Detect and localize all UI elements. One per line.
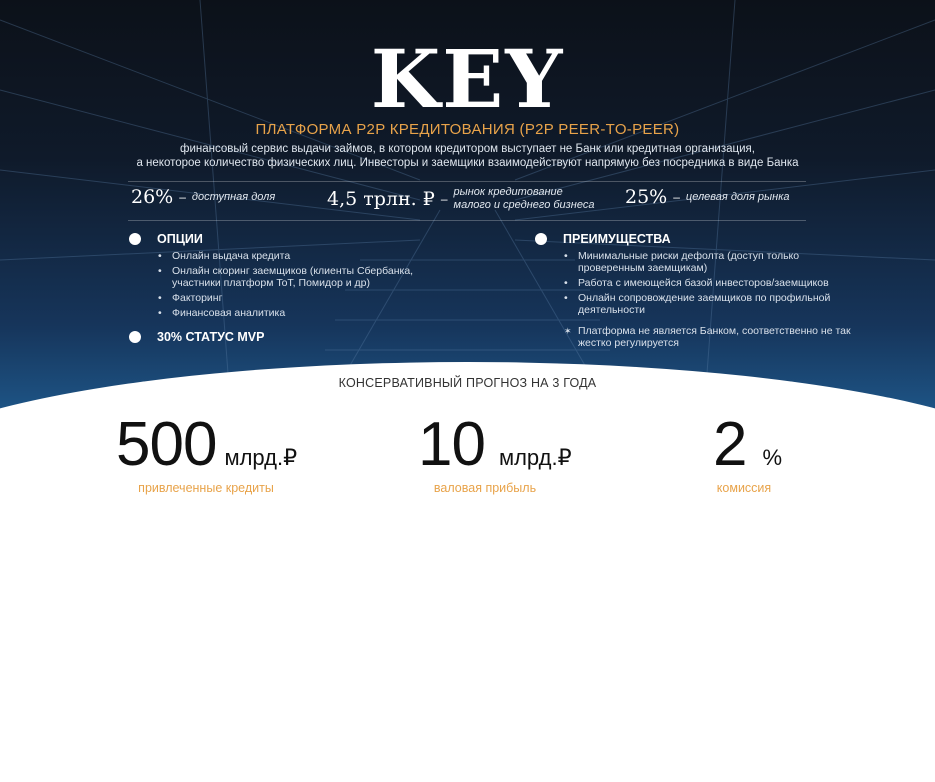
logo: KEY <box>370 32 565 126</box>
stat-value: 26% <box>131 186 174 208</box>
forecast-value: 2 <box>713 410 747 479</box>
options-list <box>158 250 458 322</box>
forecast-value: 500 <box>116 410 217 479</box>
forecast-credits <box>116 410 297 480</box>
stat-label-line: рынок кредитование <box>453 186 563 198</box>
forecast-unit: % <box>762 445 783 470</box>
forecast-label: комиссия <box>716 481 772 495</box>
list-item: • Работа с имеющейся базой инвесторов/заемщиков <box>564 277 854 289</box>
divider <box>128 220 806 221</box>
stat-market-size <box>327 186 594 212</box>
list-item: • Онлайн сопровождение заемщиков по профильной деятельности <box>564 292 854 316</box>
bullet-dot-icon <box>129 331 141 343</box>
list-item: • Онлайн выдача кредита <box>158 250 458 262</box>
forecast-profit <box>418 410 572 480</box>
stat-value: 4,5 трлн. ₽ <box>327 188 435 210</box>
stat-label: доступная доля <box>191 190 276 203</box>
forecast-title: КОНСЕРВАТИВНЫЙ ПРОГНОЗ НА 3 ГОДА <box>338 376 597 390</box>
advantages-list <box>564 250 854 352</box>
divider <box>128 181 806 182</box>
mvp-status <box>129 330 264 344</box>
options-title-text: ОПЦИИ <box>157 232 203 246</box>
platform-description <box>0 142 935 170</box>
stat-label-line: малого и среднего бизнеса <box>453 199 595 211</box>
stat-separator: – <box>179 190 186 204</box>
bullet-dot-icon <box>535 233 547 245</box>
forecast-unit: млрд.₽ <box>224 445 298 470</box>
advantages-title-text: ПРЕИМУЩЕСТВА <box>563 232 671 246</box>
forecast-label: привлеченные кредиты <box>138 481 274 495</box>
stat-value: 25% <box>625 186 668 208</box>
forecast-value: 10 <box>418 410 485 479</box>
stat-separator: – <box>673 190 680 204</box>
list-item: • Факторинг <box>158 292 458 304</box>
list-item: • Минимальные риски дефолта (доступ только проверенным заемщикам) <box>564 250 854 274</box>
forecast-label: валовая прибыль <box>433 481 537 495</box>
bullet-dot-icon <box>129 233 141 245</box>
list-item-note: ✶ Платформа не является Банком, соответственно не так жестко регулируется <box>564 325 854 349</box>
forecast-unit: млрд.₽ <box>498 445 572 470</box>
list-item: • Онлайн скоринг заемщиков (клиенты Сбербанка, участники платформ ToT, Помидор и др) <box>158 265 458 289</box>
stat-target-share <box>625 186 790 208</box>
options-title <box>129 232 203 246</box>
stat-label <box>454 186 595 212</box>
description-line: а некоторое количество физических лиц. Инвесторы и заемщики взаимодействуют напрямую без посредника в виде Банка <box>136 157 799 169</box>
description-line: финансовый сервис выдачи займов, в котором кредитором выступает не Банк или кредитная организация, <box>180 143 755 155</box>
list-item: • Финансовая аналитика <box>158 307 458 319</box>
forecast-commission <box>713 410 782 480</box>
advantages-title <box>535 232 671 246</box>
mvp-status-text: 30% СТАТУС MVP <box>157 330 265 344</box>
stat-label: целевая доля рынка <box>685 190 790 203</box>
stat-separator: – <box>440 192 448 206</box>
platform-subtitle: ПЛАТФОРМА P2P КРЕДИТОВАНИЯ (P2P PEER-TO-PEER) <box>255 121 680 138</box>
stat-available-share <box>131 186 275 208</box>
